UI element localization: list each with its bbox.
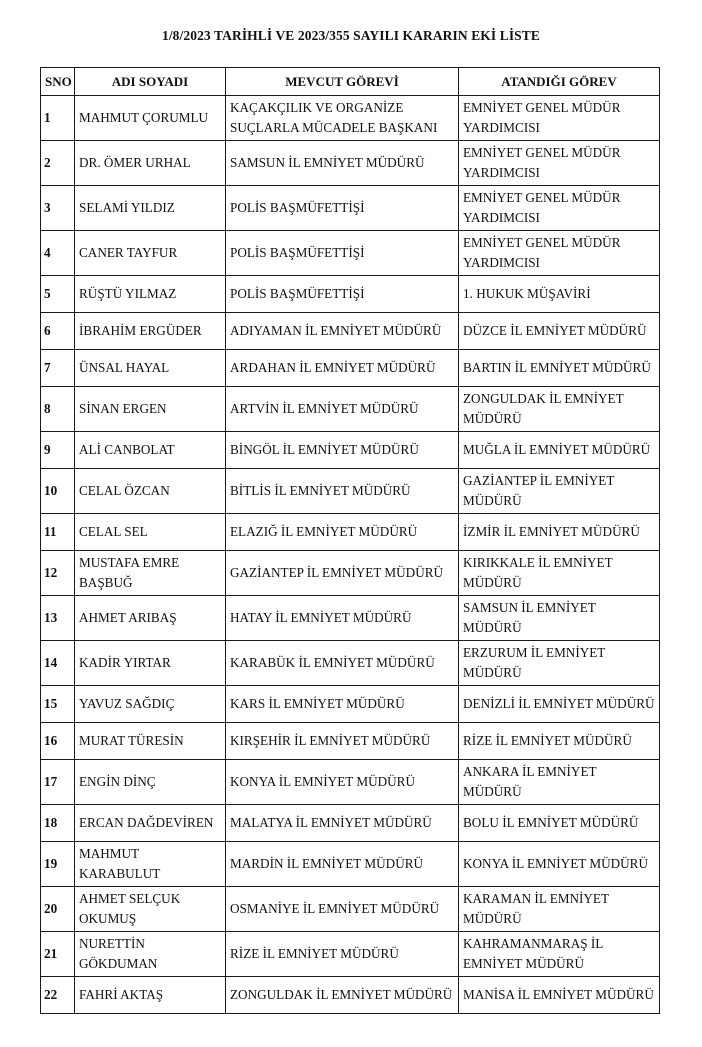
row-assigned-duty-cell xyxy=(459,842,660,887)
row-assigned-duty-cell xyxy=(459,641,660,686)
row-assigned-duty: MUĞLA İL EMNİYET MÜDÜRÜ xyxy=(463,442,651,457)
row-assigned-duty-cell xyxy=(459,96,660,141)
row-current-duty-cell xyxy=(226,723,459,760)
row-name-cell xyxy=(75,350,226,387)
table-row xyxy=(41,932,660,977)
row-name-cell xyxy=(75,96,226,141)
row-name-cell xyxy=(75,723,226,760)
row-assigned-duty-cell xyxy=(459,141,660,186)
row-sno: 12 xyxy=(44,565,58,580)
row-current-duty-cell xyxy=(226,387,459,432)
row-sno: 4 xyxy=(44,245,51,260)
row-current-duty-cell xyxy=(226,551,459,596)
row-sno-cell xyxy=(41,977,75,1014)
row-current-duty: ARDAHAN İL EMNİYET MÜDÜRÜ xyxy=(230,360,436,375)
row-sno: 2 xyxy=(44,155,51,170)
row-assigned-duty-cell xyxy=(459,313,660,350)
row-sno-cell xyxy=(41,760,75,805)
row-current-duty: KARS İL EMNİYET MÜDÜRÜ xyxy=(230,696,405,711)
row-current-duty: ADIYAMAN İL EMNİYET MÜDÜRÜ xyxy=(230,323,442,338)
row-assigned-duty: RİZE İL EMNİYET MÜDÜRÜ xyxy=(463,733,632,748)
row-sno: 13 xyxy=(44,610,58,625)
row-sno-cell xyxy=(41,276,75,313)
row-sno-cell xyxy=(41,932,75,977)
table-row xyxy=(41,842,660,887)
table-row xyxy=(41,760,660,805)
row-current-duty-cell xyxy=(226,977,459,1014)
row-sno: 11 xyxy=(44,524,57,539)
row-name-cell xyxy=(75,432,226,469)
row-current-duty-cell xyxy=(226,842,459,887)
row-sno: 1 xyxy=(44,110,51,125)
row-current-duty-cell xyxy=(226,805,459,842)
row-sno-cell xyxy=(41,432,75,469)
row-name-cell xyxy=(75,842,226,887)
row-current-duty: MARDİN İL EMNİYET MÜDÜRÜ xyxy=(230,856,424,871)
row-assigned-duty-cell xyxy=(459,932,660,977)
row-name: YAVUZ SAĞDIÇ xyxy=(79,696,175,711)
row-current-duty-cell xyxy=(226,350,459,387)
row-name: MUSTAFA EMRE BAŞBUĞ xyxy=(79,555,180,590)
row-name-cell xyxy=(75,231,226,276)
table-row xyxy=(41,551,660,596)
row-current-duty-cell xyxy=(226,231,459,276)
row-sno: 21 xyxy=(44,946,58,961)
row-sno: 17 xyxy=(44,774,58,789)
row-sno-cell xyxy=(41,686,75,723)
row-sno-cell xyxy=(41,469,75,514)
row-sno: 15 xyxy=(44,696,58,711)
row-name-cell xyxy=(75,469,226,514)
row-current-duty-cell xyxy=(226,469,459,514)
row-assigned-duty-cell xyxy=(459,350,660,387)
row-name: NURETTİN GÖKDUMAN xyxy=(79,936,158,971)
row-sno: 18 xyxy=(44,815,58,830)
header-sno: SNO xyxy=(41,68,75,96)
row-current-duty-cell xyxy=(226,186,459,231)
row-current-duty-cell xyxy=(226,596,459,641)
row-sno-cell xyxy=(41,96,75,141)
row-name-cell xyxy=(75,596,226,641)
row-sno-cell xyxy=(41,313,75,350)
row-current-duty: KIRŞEHİR İL EMNİYET MÜDÜRÜ xyxy=(230,733,431,748)
table-row xyxy=(41,469,660,514)
row-name-cell xyxy=(75,686,226,723)
row-current-duty: HATAY İL EMNİYET MÜDÜRÜ xyxy=(230,610,412,625)
row-assigned-duty: ERZURUM İL EMNİYET MÜDÜRÜ xyxy=(463,645,606,680)
row-current-duty: BİNGÖL İL EMNİYET MÜDÜRÜ xyxy=(230,442,419,457)
assignment-table xyxy=(40,67,660,1014)
row-current-duty-cell xyxy=(226,887,459,932)
row-name: AHMET ARIBAŞ xyxy=(79,610,177,625)
row-sno-cell xyxy=(41,186,75,231)
row-sno-cell xyxy=(41,551,75,596)
row-assigned-duty-cell xyxy=(459,276,660,313)
row-sno-cell xyxy=(41,641,75,686)
row-sno-cell xyxy=(41,596,75,641)
row-current-duty: KONYA İL EMNİYET MÜDÜRÜ xyxy=(230,774,415,789)
row-name-cell xyxy=(75,514,226,551)
row-name-cell xyxy=(75,313,226,350)
row-sno-cell xyxy=(41,842,75,887)
row-assigned-duty-cell xyxy=(459,469,660,514)
row-name: CELAL SEL xyxy=(79,524,148,539)
row-current-duty-cell xyxy=(226,932,459,977)
table-row xyxy=(41,977,660,1014)
row-sno-cell xyxy=(41,231,75,276)
row-name-cell xyxy=(75,276,226,313)
row-assigned-duty: ZONGULDAK İL EMNİYET MÜDÜRÜ xyxy=(463,391,624,426)
row-name: ÜNSAL HAYAL xyxy=(79,360,170,375)
row-name-cell xyxy=(75,805,226,842)
row-assigned-duty: SAMSUN İL EMNİYET MÜDÜRÜ xyxy=(463,600,596,635)
row-name-cell xyxy=(75,186,226,231)
row-assigned-duty-cell xyxy=(459,686,660,723)
row-name: İBRAHİM ERGÜDER xyxy=(79,323,202,338)
table-row xyxy=(41,641,660,686)
row-sno: 16 xyxy=(44,733,58,748)
row-assigned-duty-cell xyxy=(459,723,660,760)
row-current-duty-cell xyxy=(226,432,459,469)
row-current-duty: POLİS BAŞMÜFETTİŞİ xyxy=(230,286,365,301)
row-assigned-duty-cell xyxy=(459,977,660,1014)
row-assigned-duty-cell xyxy=(459,186,660,231)
row-current-duty-cell xyxy=(226,760,459,805)
row-current-duty: ARTVİN İL EMNİYET MÜDÜRÜ xyxy=(230,401,419,416)
row-assigned-duty: MANİSA İL EMNİYET MÜDÜRÜ xyxy=(463,987,654,1002)
row-sno-cell xyxy=(41,887,75,932)
row-assigned-duty-cell xyxy=(459,432,660,469)
row-name-cell xyxy=(75,641,226,686)
row-current-duty: KARABÜK İL EMNİYET MÜDÜRÜ xyxy=(230,655,435,670)
row-sno: 10 xyxy=(44,483,58,498)
row-name-cell xyxy=(75,932,226,977)
row-current-duty: GAZİANTEP İL EMNİYET MÜDÜRÜ xyxy=(230,565,444,580)
row-sno-cell xyxy=(41,350,75,387)
row-assigned-duty-cell xyxy=(459,887,660,932)
row-current-duty-cell xyxy=(226,686,459,723)
row-name: MAHMUT ÇORUMLU xyxy=(79,110,209,125)
row-name: CANER TAYFUR xyxy=(79,245,178,260)
row-assigned-duty: KONYA İL EMNİYET MÜDÜRÜ xyxy=(463,856,648,871)
row-name-cell xyxy=(75,551,226,596)
row-sno-cell xyxy=(41,141,75,186)
row-current-duty: POLİS BAŞMÜFETTİŞİ xyxy=(230,200,365,215)
row-name: SİNAN ERGEN xyxy=(79,401,167,416)
row-name: MAHMUT KARABULUT xyxy=(79,846,161,881)
table-row xyxy=(41,141,660,186)
table-row xyxy=(41,350,660,387)
row-current-duty-cell xyxy=(226,514,459,551)
table-row xyxy=(41,686,660,723)
row-current-duty: BİTLİS İL EMNİYET MÜDÜRÜ xyxy=(230,483,411,498)
table-row xyxy=(41,805,660,842)
row-current-duty: KAÇAKÇILIK VE ORGANİZE SUÇLARLA MÜCADELE BAŞKANI xyxy=(230,100,438,135)
row-assigned-duty: BARTIN İL EMNİYET MÜDÜRÜ xyxy=(463,360,651,375)
row-sno: 8 xyxy=(44,401,51,416)
row-current-duty-cell xyxy=(226,141,459,186)
table-row xyxy=(41,887,660,932)
row-sno: 22 xyxy=(44,987,58,1002)
row-assigned-duty: EMNİYET GENEL MÜDÜR YARDIMCISI xyxy=(463,100,621,135)
row-current-duty-cell xyxy=(226,276,459,313)
table-row xyxy=(41,96,660,141)
row-assigned-duty-cell xyxy=(459,596,660,641)
row-sno: 9 xyxy=(44,442,51,457)
row-current-duty: OSMANİYE İL EMNİYET MÜDÜRÜ xyxy=(230,901,440,916)
row-current-duty: POLİS BAŞMÜFETTİŞİ xyxy=(230,245,365,260)
row-name: KADİR YIRTAR xyxy=(79,655,171,670)
row-name: AHMET SELÇUK OKUMUŞ xyxy=(79,891,181,926)
row-assigned-duty: KAHRAMANMARAŞ İL EMNİYET MÜDÜRÜ xyxy=(463,936,604,971)
row-assigned-duty: DENİZLİ İL EMNİYET MÜDÜRÜ xyxy=(463,696,655,711)
header-name: ADI SOYADI xyxy=(75,68,226,96)
row-name-cell xyxy=(75,141,226,186)
row-assigned-duty: DÜZCE İL EMNİYET MÜDÜRÜ xyxy=(463,323,647,338)
row-assigned-duty: İZMİR İL EMNİYET MÜDÜRÜ xyxy=(463,524,640,539)
table-row xyxy=(41,596,660,641)
row-sno: 6 xyxy=(44,323,51,338)
table-row xyxy=(41,276,660,313)
row-current-duty: ZONGULDAK İL EMNİYET MÜDÜRÜ xyxy=(230,987,453,1002)
row-name: ERCAN DAĞDEVİREN xyxy=(79,815,214,830)
table-row xyxy=(41,231,660,276)
table-row xyxy=(41,186,660,231)
header-current-duty: MEVCUT GÖREVİ xyxy=(226,68,459,96)
document-title: 1/8/2023 TARİHLİ VE 2023/355 SAYILI KARARIN EKİ LİSTE xyxy=(161,28,541,43)
row-sno-cell xyxy=(41,723,75,760)
row-current-duty: ELAZIĞ İL EMNİYET MÜDÜRÜ xyxy=(230,524,418,539)
row-assigned-duty-cell xyxy=(459,514,660,551)
row-sno-cell xyxy=(41,387,75,432)
row-assigned-duty-cell xyxy=(459,231,660,276)
table-row xyxy=(41,514,660,551)
row-sno: 20 xyxy=(44,901,58,916)
row-current-duty: RİZE İL EMNİYET MÜDÜRÜ xyxy=(230,946,399,961)
row-sno: 5 xyxy=(44,286,51,301)
row-current-duty: SAMSUN İL EMNİYET MÜDÜRÜ xyxy=(230,155,425,170)
row-current-duty-cell xyxy=(226,313,459,350)
row-name-cell xyxy=(75,387,226,432)
row-sno-cell xyxy=(41,514,75,551)
row-sno: 19 xyxy=(44,856,58,871)
row-name: DR. ÖMER URHAL xyxy=(79,155,191,170)
row-assigned-duty: ANKARA İL EMNİYET MÜDÜRÜ xyxy=(463,764,597,799)
row-sno: 14 xyxy=(44,655,58,670)
row-assigned-duty-cell xyxy=(459,760,660,805)
row-name: SELAMİ YILDIZ xyxy=(79,200,175,215)
row-name: ALİ CANBOLAT xyxy=(79,442,175,457)
row-assigned-duty: EMNİYET GENEL MÜDÜR YARDIMCISI xyxy=(463,145,621,180)
row-sno: 3 xyxy=(44,200,51,215)
row-assigned-duty-cell xyxy=(459,551,660,596)
row-sno: 7 xyxy=(44,360,51,375)
row-sno-cell xyxy=(41,805,75,842)
row-name: RÜŞTÜ YILMAZ xyxy=(79,286,177,301)
header-assigned-duty: ATANDIĞI GÖREV xyxy=(459,68,660,96)
row-assigned-duty: KARAMAN İL EMNİYET MÜDÜRÜ xyxy=(463,891,610,926)
row-current-duty-cell xyxy=(226,641,459,686)
row-name: CELAL ÖZCAN xyxy=(79,483,170,498)
row-name: ENGİN DİNÇ xyxy=(79,774,156,789)
row-name-cell xyxy=(75,760,226,805)
row-name-cell xyxy=(75,887,226,932)
row-assigned-duty: EMNİYET GENEL MÜDÜR YARDIMCISI xyxy=(463,235,621,270)
table-row xyxy=(41,313,660,350)
row-assigned-duty: 1. HUKUK MÜŞAVİRİ xyxy=(463,286,591,301)
table-body xyxy=(41,96,660,1014)
table-row xyxy=(41,432,660,469)
table-header-row xyxy=(41,68,660,96)
row-name: MURAT TÜRESİN xyxy=(79,733,184,748)
row-assigned-duty: GAZİANTEP İL EMNİYET MÜDÜRÜ xyxy=(463,473,615,508)
row-assigned-duty: EMNİYET GENEL MÜDÜR YARDIMCISI xyxy=(463,190,621,225)
row-assigned-duty-cell xyxy=(459,805,660,842)
row-current-duty: MALATYA İL EMNİYET MÜDÜRÜ xyxy=(230,815,432,830)
row-assigned-duty: KIRIKKALE İL EMNİYET MÜDÜRÜ xyxy=(463,555,613,590)
row-assigned-duty-cell xyxy=(459,387,660,432)
table-row xyxy=(41,387,660,432)
table-row xyxy=(41,723,660,760)
row-current-duty-cell xyxy=(226,96,459,141)
row-name-cell xyxy=(75,977,226,1014)
row-assigned-duty: BOLU İL EMNİYET MÜDÜRÜ xyxy=(463,815,639,830)
row-name: FAHRİ AKTAŞ xyxy=(79,987,164,1002)
